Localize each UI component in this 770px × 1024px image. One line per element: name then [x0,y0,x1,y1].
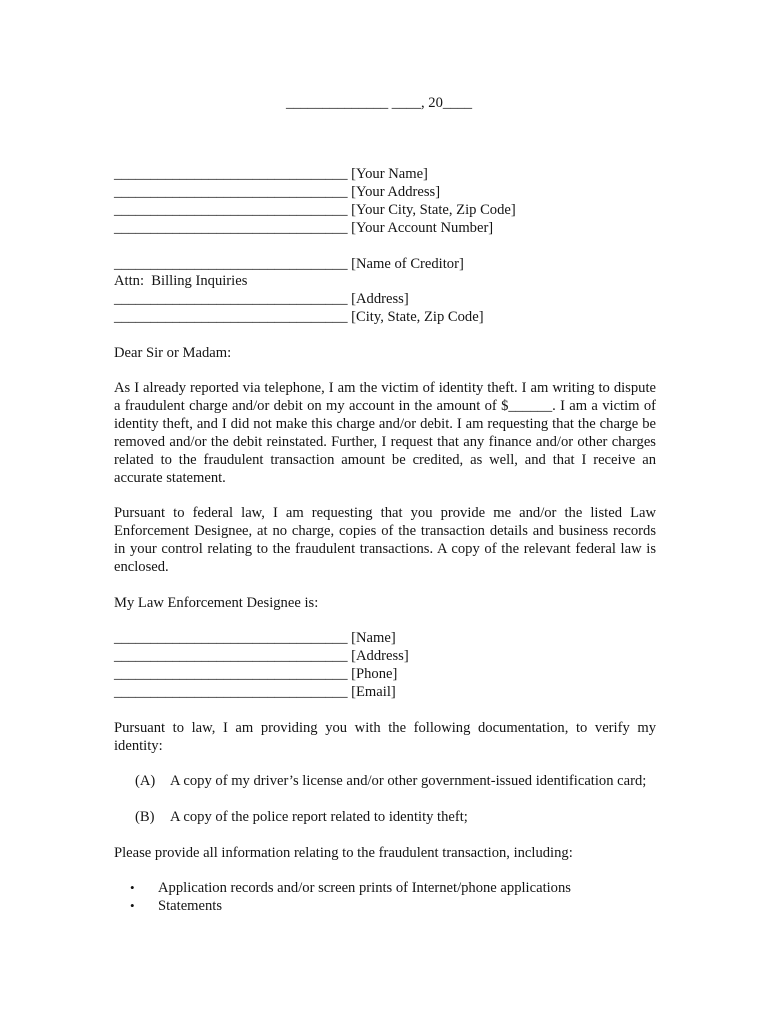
field-label: [Name] [351,630,396,646]
creditor-address-line [114,290,409,308]
field-label: [Your Address] [351,184,441,200]
blank-line: ________________________________ [114,291,348,307]
sender-address-line [114,183,440,201]
bullet-icon: • [130,880,135,895]
field-label: [Phone] [351,666,398,682]
bullet-icon: • [130,898,135,913]
field-label: [Your Account Number] [351,220,494,236]
blank-line: ________________________________ [114,630,348,646]
blank-line: ________________________________ [114,648,348,664]
document-text-a: A copy of my driver’s license and/or other government-issued identification card; [170,773,647,789]
blank-line: ________________________________ [114,202,348,218]
blank-line: ________________________________ [114,184,348,200]
designee-phone-line [114,665,397,683]
paragraph-dispute: As I already reported via telephone, I am the victim of identity theft. I am writing to dispute a fraudulent charge and/or debit on my account in the amount of $______. I am a victim of identity theft, and I did not make this charge and/or debit. I am requesting that the charge be removed and/or the debit reinstated. Further, I request that any finance and/or other charges related to the fraudulent transaction amount be credited, as well, and that I receive an accurate statement. [114,380,656,486]
field-label: [Your Name] [351,166,428,182]
sender-account-line [114,219,493,237]
salutation: Dear Sir or Madam: [114,345,232,361]
field-label: [Address] [351,648,409,664]
field-label: [City, State, Zip Code] [351,309,484,325]
date-line: ______________ ____, 20____ [286,95,473,111]
paragraph-federal-law: Pursuant to federal law, I am requesting that you provide me and/or the listed Law Enforcement Designee, at no charge, copies of the transaction details and business records in your control relating to the fraudulent transactions. A copy of the relevant federal law is enclosed. [114,505,656,575]
document-text-b: A copy of the police report related to identity theft; [170,809,468,825]
document-label-b: (B) [135,809,155,825]
blank-line: ________________________________ [114,309,348,325]
creditor-name-line [114,255,464,273]
sender-city-line [114,201,516,219]
creditor-city-line [114,308,484,326]
blank-line: ________________________________ [114,666,348,682]
attn-line: Attn: Billing Inquiries [114,273,248,289]
blank-line: ________________________________ [114,256,348,272]
designee-email-line [114,683,396,701]
paragraph-request: Please provide all information relating to the fraudulent transaction, including: [114,845,573,861]
field-label: [Address] [351,291,409,307]
field-label: [Email] [351,684,396,700]
designee-address-line [114,647,409,665]
blank-line: ________________________________ [114,166,348,182]
blank-line: ________________________________ [114,220,348,236]
designee-name-line [114,629,396,647]
document-label-a: (A) [135,773,156,789]
blank-line: ________________________________ [114,684,348,700]
bullet-item: Application records and/or screen prints of Internet/phone applications [158,880,571,896]
paragraph-documentation: Pursuant to law, I am providing you with the following documentation, to verify my identity: [114,720,656,754]
sender-name-line [114,165,428,183]
field-label: [Name of Creditor] [351,256,464,272]
designee-intro: My Law Enforcement Designee is: [114,595,319,611]
field-label: [Your City, State, Zip Code] [351,202,516,218]
bullet-item: Statements [158,898,223,914]
